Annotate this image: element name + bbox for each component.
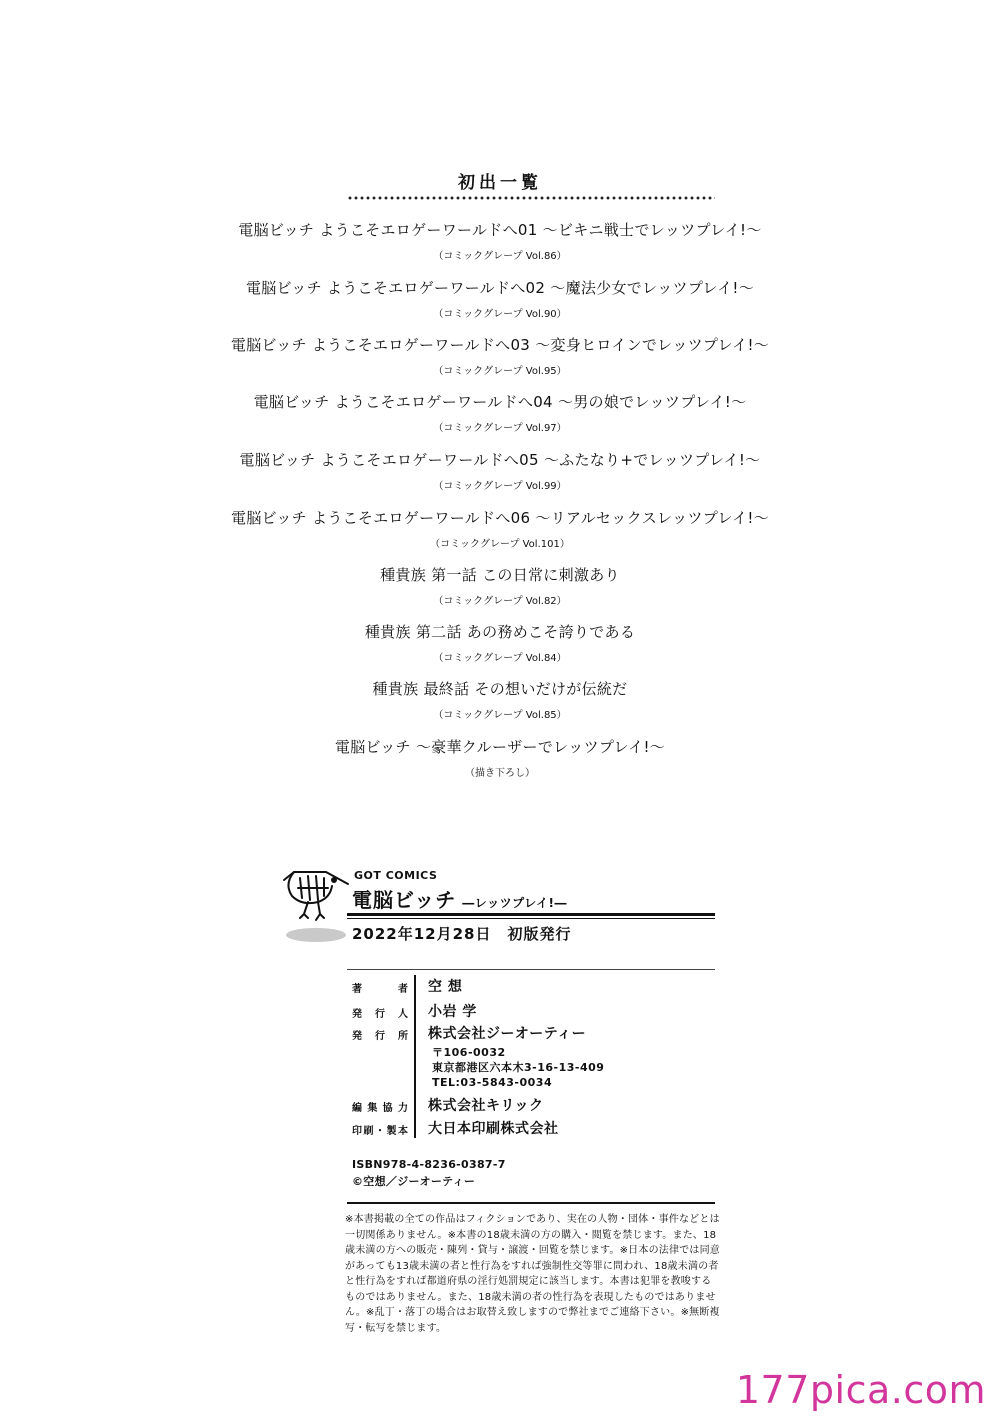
list-item bbox=[0, 219, 1000, 262]
entry-source: （コミックグレープ Vol.101） bbox=[430, 539, 570, 550]
credit-value-editorial: 株式会社キリック bbox=[428, 1098, 544, 1114]
entry-source: （コミックグレープ Vol.82） bbox=[433, 596, 567, 607]
publication-date: 2022年12月28日 初版発行 bbox=[352, 925, 572, 943]
entry-source: （コミックグレープ Vol.90） bbox=[433, 309, 567, 320]
entry-source: （コミックグレープ Vol.85） bbox=[433, 710, 567, 721]
credit-divider bbox=[414, 975, 416, 1138]
telephone: TEL:03-5843-0034 bbox=[432, 1076, 553, 1089]
list-item bbox=[0, 391, 1000, 434]
book-title-main: 電脳ビッチ bbox=[352, 888, 457, 912]
list-item bbox=[0, 564, 1000, 607]
book-subtitle: ―レッツプレイ!― bbox=[462, 896, 567, 910]
entry-title: 電脳ビッチ ～豪華クルーザーでレッツプレイ!～ bbox=[334, 738, 666, 756]
credit-label-printing: 印刷・製本 bbox=[352, 1126, 408, 1137]
credit-label-author: 著者 bbox=[352, 984, 408, 995]
list-item bbox=[0, 334, 1000, 377]
title-rule-thin bbox=[347, 918, 715, 919]
entry-source: （描き下ろし） bbox=[465, 768, 535, 779]
book-title bbox=[352, 884, 567, 913]
postal-code: 〒106-0032 bbox=[432, 1046, 506, 1059]
credit-label-company: 発行所 bbox=[352, 1031, 408, 1042]
entry-title: 種貴族 最終話 その想いだけが伝統だ bbox=[372, 680, 628, 698]
entry-source: （コミックグレープ Vol.84） bbox=[433, 653, 567, 664]
list-item bbox=[0, 678, 1000, 721]
credit-label-editorial: 編集協力 bbox=[352, 1103, 408, 1114]
entry-source: （コミックグレープ Vol.95） bbox=[433, 366, 567, 377]
series-label: GOT COMICS bbox=[354, 869, 438, 882]
list-title: 初出一覧 bbox=[458, 173, 542, 193]
publisher-bird-logo bbox=[278, 862, 358, 947]
watermark: 177pica.com bbox=[735, 1368, 986, 1412]
street-address: 東京都港区六本木3-16-13-409 bbox=[432, 1061, 605, 1074]
credit-label-publisher: 発行人 bbox=[352, 1009, 408, 1020]
legal-notice: ※本書掲載の全ての作品はフィクションであり、実在の人物・団体・事件などとは一切関係ありません。※本書の18歳未満の方の購入・閲覧を禁じます。また、18歳未満の方への販売・陳列・貸与・譲渡・回覧を禁じます。※日本の法律では同意があっても13歳未満の者と性行為をすれば強制性交等罪に問われ、18歳未満の者と性行為をすれば都道府県の淫行処罰規定に該当します。本書は犯罪を教唆するものではありません。また、18歳未満の者の性行為を表現したものではありません。※乱丁・落丁の場合はお取替え致しますので弊社までご連絡下さい。※無断複写・転写を禁じます。 bbox=[345, 1214, 720, 1334]
notice-rule bbox=[347, 1202, 715, 1204]
list-item bbox=[0, 449, 1000, 492]
entry-source: （コミックグレープ Vol.86） bbox=[433, 251, 567, 262]
entry-title: 種貴族 第一話 この日常に刺激あり bbox=[380, 566, 620, 584]
entry-title: 電脳ビッチ ようこそエロゲーワールドへ03 ～変身ヒロインでレッツプレイ!～ bbox=[230, 336, 770, 354]
credit-value-company: 株式会社ジーオーティー bbox=[428, 1026, 587, 1042]
credit-value-author: 空 想 bbox=[428, 979, 463, 995]
list-item bbox=[0, 507, 1000, 550]
entry-title: 種貴族 第二話 あの務めこそ誇りである bbox=[364, 623, 636, 641]
entry-source: （コミックグレープ Vol.97） bbox=[433, 423, 567, 434]
entry-title: 電脳ビッチ ようこそエロゲーワールドへ02 ～魔法少女でレッツプレイ!～ bbox=[245, 279, 755, 297]
entry-title: 電脳ビッチ ようこそエロゲーワールドへ04 ～男の娘でレッツプレイ!～ bbox=[253, 393, 747, 411]
entry-source: （コミックグレープ Vol.99） bbox=[433, 481, 567, 492]
entry-title: 電脳ビッチ ようこそエロゲーワールドへ06 ～リアルセックスレッツプレイ!～ bbox=[231, 509, 769, 527]
copyright: ©空想／ジーオーティー bbox=[352, 1175, 476, 1188]
title-rule bbox=[347, 913, 715, 916]
list-item bbox=[0, 736, 1000, 779]
list-item bbox=[0, 621, 1000, 664]
dotted-divider bbox=[347, 196, 715, 200]
entry-title: 電脳ビッチ ようこそエロゲーワールドへ01 ～ビキニ戦士でレッツプレイ!～ bbox=[238, 221, 762, 239]
list-item bbox=[0, 277, 1000, 320]
credit-value-printing: 大日本印刷株式会社 bbox=[428, 1121, 559, 1137]
isbn: ISBN978-4-8236-0387-7 bbox=[352, 1158, 506, 1171]
entry-title: 電脳ビッチ ようこそエロゲーワールドへ05 ～ふたなり+でレッツプレイ!～ bbox=[239, 451, 761, 469]
info-rule bbox=[347, 969, 715, 970]
credit-value-publisher: 小岩 学 bbox=[428, 1004, 477, 1020]
